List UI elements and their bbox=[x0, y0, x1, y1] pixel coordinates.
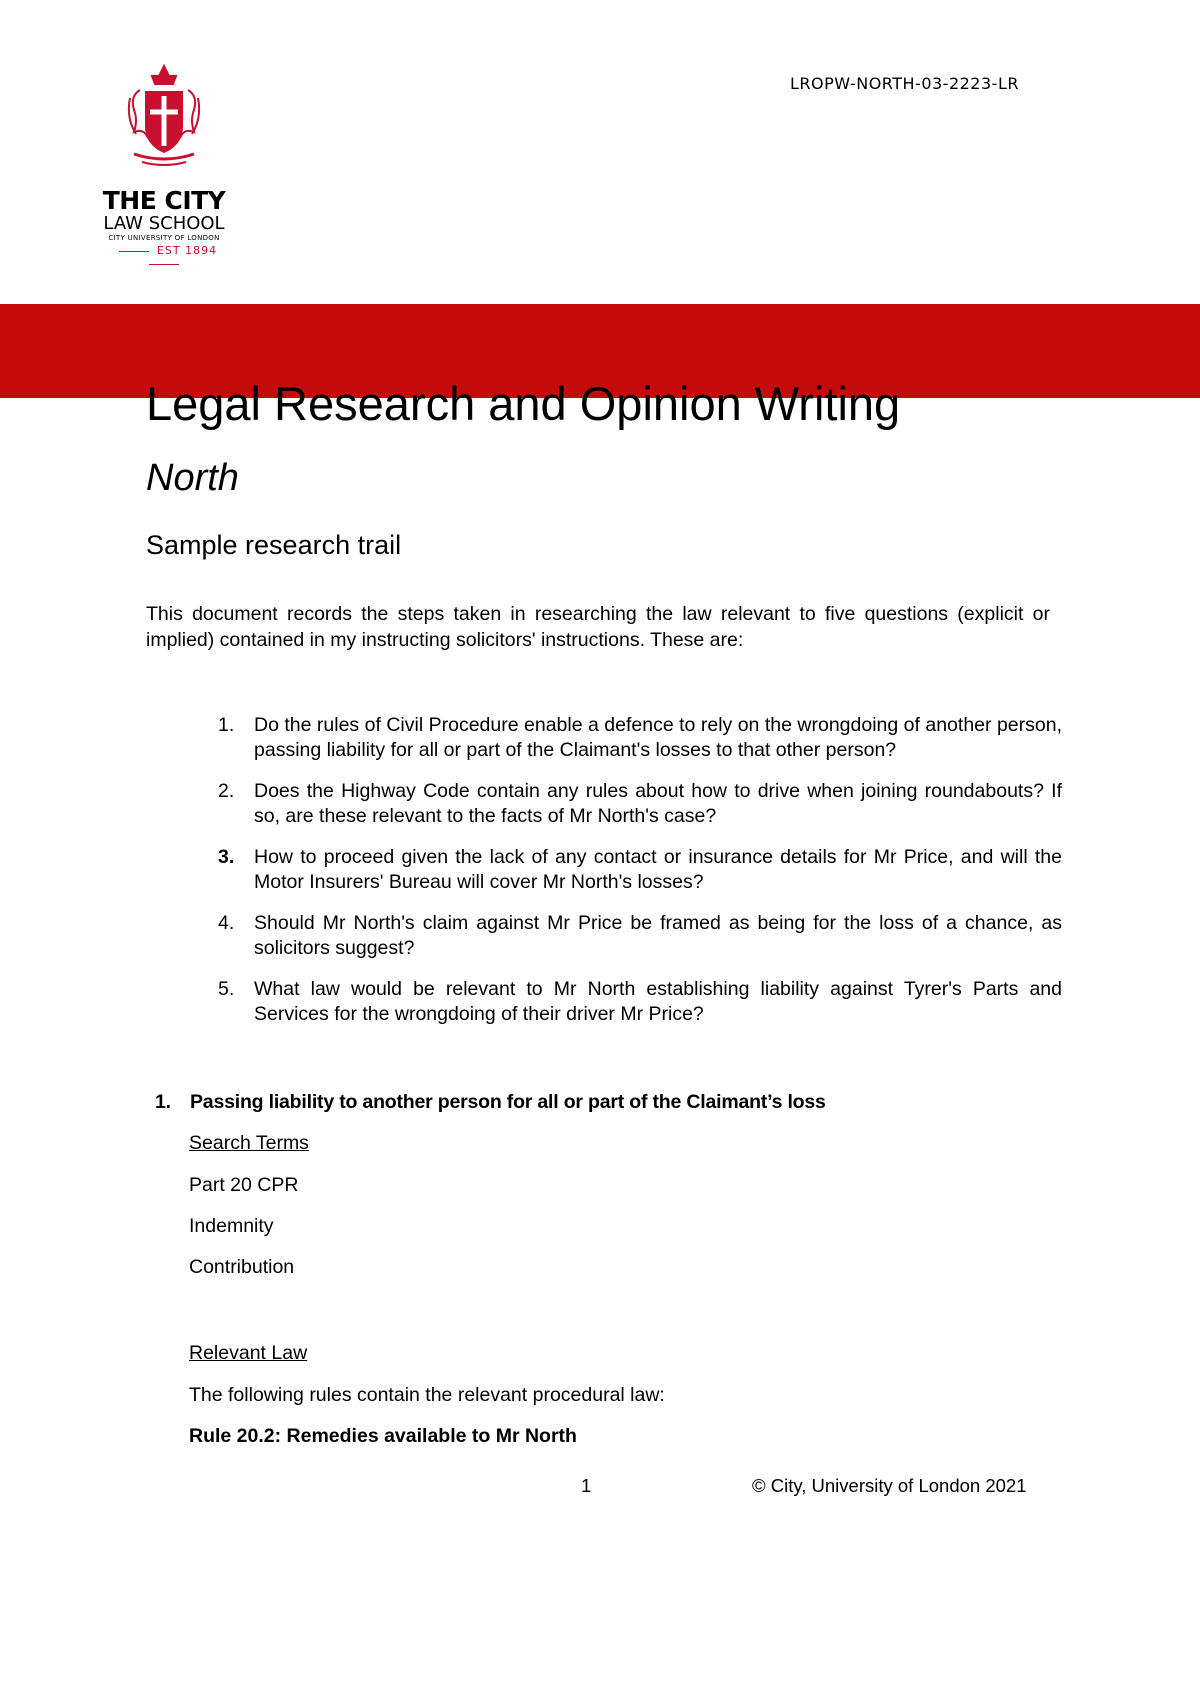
list-item-number: 3. bbox=[218, 846, 235, 868]
logo-established: EST 1894 bbox=[94, 244, 234, 270]
list-item bbox=[200, 977, 1062, 1027]
logo-line-1: THE CITY bbox=[102, 186, 226, 215]
questions-list bbox=[200, 713, 1062, 1043]
list-item-text: Do the rules of Civil Procedure enable a defence to rely on the wrongdoing of another person, passing liability for all or part of the Claimant's losses to that other person? bbox=[254, 714, 1062, 761]
list-item-text: Does the Highway Code contain any rules about how to drive when joining roundabouts? If so, are these relevant to the facts of Mr North's case? bbox=[254, 780, 1062, 827]
section-number: 1. bbox=[155, 1091, 171, 1113]
search-term: Indemnity bbox=[189, 1215, 274, 1237]
list-item-text: What law would be relevant to Mr North establishing liability against Tyrer's Parts and Services for the wrongdoing of their driver Mr Price? bbox=[254, 978, 1062, 1025]
list-item bbox=[200, 845, 1062, 895]
list-item bbox=[200, 713, 1062, 763]
list-item-number: 4. bbox=[218, 912, 235, 934]
list-item bbox=[200, 911, 1062, 961]
crest-icon bbox=[124, 62, 204, 176]
page-number: 1 bbox=[581, 1475, 592, 1496]
logo-line-2: LAW SCHOOL bbox=[103, 213, 225, 234]
document-section-title: Sample research trail bbox=[146, 530, 402, 560]
list-item-text: How to proceed given the lack of any contact or insurance details for Mr Price, and will the Motor Insurers' Bureau will cover Mr North's losses? bbox=[254, 846, 1062, 893]
list-item-number: 2. bbox=[218, 780, 235, 802]
rule-heading: Rule 20.2: Remedies available to Mr North bbox=[189, 1425, 577, 1447]
city-law-school-logo bbox=[94, 62, 234, 262]
document-title: Legal Research and Opinion Writing bbox=[146, 377, 901, 430]
list-item bbox=[200, 779, 1062, 829]
search-term: Contribution bbox=[189, 1256, 295, 1278]
list-item-number: 1. bbox=[218, 714, 235, 736]
copyright-notice: © City, University of London 2021 bbox=[752, 1475, 1027, 1496]
search-term: Part 20 CPR bbox=[189, 1174, 299, 1196]
section-1-heading bbox=[155, 1089, 1055, 1115]
relevant-law-text: The following rules contain the relevant procedural law: bbox=[189, 1384, 665, 1406]
intro-paragraph: This document records the steps taken in researching the law relevant to five questions (explicit or implied) contained in my instructing solicitors' instructions. These are: bbox=[146, 603, 1050, 651]
relevant-law-label: Relevant Law bbox=[189, 1342, 308, 1364]
document-subtitle: North bbox=[146, 457, 239, 499]
section-heading-text: Passing liability to another person for all or part of the Claimant’s loss bbox=[190, 1091, 826, 1113]
list-item-number: 5. bbox=[218, 978, 235, 1000]
search-terms-label: Search Terms bbox=[189, 1132, 309, 1154]
logo-line-3: CITY UNIVERSITY OF LONDON bbox=[108, 234, 220, 242]
list-item-text: Should Mr North's claim against Mr Price be framed as being for the loss of a chance, as solicitors suggest? bbox=[254, 912, 1062, 959]
document-reference: LROPW-NORTH-03-2223-LR bbox=[790, 74, 1019, 93]
